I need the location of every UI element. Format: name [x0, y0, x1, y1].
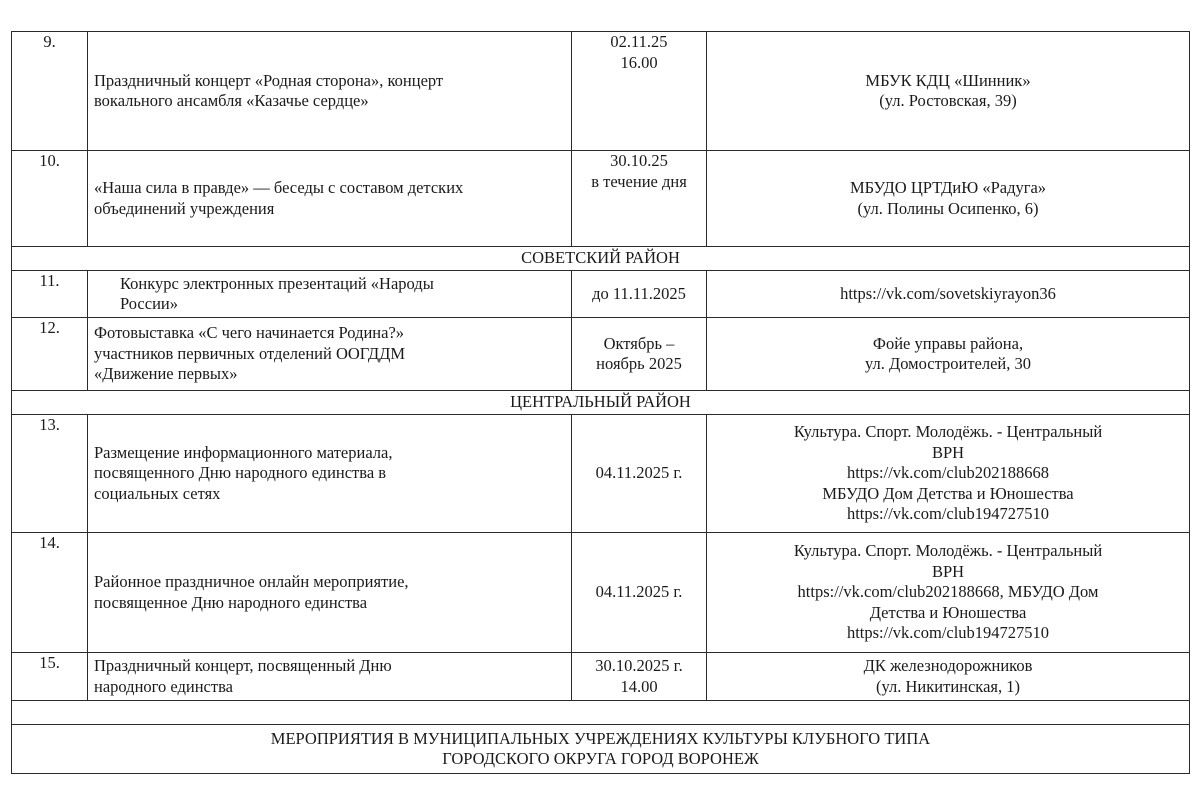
event-title — [88, 533, 572, 653]
event-title-line: Районное праздничное онлайн мероприятие, — [94, 572, 409, 591]
event-title-line: вокального ансамбля «Казачье сердце» — [94, 91, 369, 110]
row-number: 12. — [12, 318, 88, 391]
event-place-link[interactable]: https://vk.com/club194727510 — [846, 623, 1050, 643]
blank-row — [12, 701, 1190, 725]
event-title-line: России» — [120, 294, 178, 313]
event-place-link[interactable]: https://vk.com/club202188668, МБУДО Дом — [797, 582, 1099, 602]
event-place-line: Культура. Спорт. Молодёжь. - Центральный — [793, 541, 1103, 561]
event-title-line: посвященное Дню народного единства — [94, 592, 368, 612]
event-title-line: «Движение первых» — [94, 364, 238, 384]
row-number: 15. — [12, 653, 88, 701]
table-row — [12, 415, 1190, 533]
section-heading-clubs — [12, 725, 1190, 774]
event-date-line: 30.10.2025 г. — [595, 656, 683, 675]
event-place-link[interactable]: https://vk.com/club194727510 — [846, 504, 1050, 524]
event-place-line: (ул. Никитинская, 1) — [876, 676, 1020, 696]
event-date-line: 04.11.2025 г. — [595, 463, 683, 483]
section-heading-sovetsky: СОВЕТСКИЙ РАЙОН — [12, 247, 1190, 271]
blank-cell — [12, 701, 1190, 725]
table-row — [12, 151, 1190, 247]
event-date-line: 02.11.25 — [610, 32, 668, 51]
event-place-line: Культура. Спорт. Молодёжь. - Центральный — [793, 422, 1103, 442]
row-number: 13. — [12, 415, 88, 533]
event-date-line: до 11.11.2025 — [592, 283, 686, 303]
event-place — [707, 653, 1190, 701]
event-title-line: Фотовыставка «С чего начинается Родина?» — [94, 323, 405, 343]
event-place-line: (ул. Полины Осипенко, 6) — [857, 198, 1039, 218]
event-date-line: Октябрь – — [603, 333, 675, 353]
table-row — [12, 271, 1190, 318]
events-table — [11, 31, 1190, 774]
event-place-line: Детства и Юношества — [869, 602, 1027, 622]
event-place-line: ВРН — [931, 561, 965, 581]
section-row — [12, 391, 1190, 415]
event-place-line: МБУДО Дом Детства и Юношества — [822, 483, 1074, 503]
section-heading-central: ЦЕНТРАЛЬНЫЙ РАЙОН — [12, 391, 1190, 415]
event-date — [572, 415, 707, 533]
table-row — [12, 533, 1190, 653]
event-title-line: социальных сетях — [94, 483, 221, 503]
event-date-line: 04.11.2025 г. — [595, 582, 683, 602]
event-place — [707, 318, 1190, 391]
event-title — [88, 318, 572, 391]
event-place — [707, 32, 1190, 151]
event-place-line: ул. Домостроителей, 30 — [864, 354, 1032, 373]
event-title — [88, 32, 572, 151]
event-place-link[interactable]: https://vk.com/sovetskiyrayon36 — [840, 283, 1056, 303]
event-place-line: МБУДО ЦРТДиЮ «Радуга» — [849, 178, 1047, 197]
event-place — [707, 151, 1190, 247]
event-date — [572, 653, 707, 701]
row-number: 11. — [12, 271, 88, 318]
event-date-line: 16.00 — [620, 52, 658, 72]
event-place-line: (ул. Ростовская, 39) — [879, 91, 1017, 110]
event-place — [707, 533, 1190, 653]
section-row — [12, 725, 1190, 774]
row-number: 10. — [12, 151, 88, 247]
event-title — [88, 653, 572, 701]
event-date-line: в течение дня — [591, 171, 687, 191]
event-title — [88, 271, 572, 318]
event-date — [572, 271, 707, 318]
event-title-line: Размещение информационного материала, — [94, 442, 393, 462]
event-place-line: ДК железнодорожников — [863, 656, 1033, 675]
event-title-line: «Наша сила в правде» — беседы с составом детских — [94, 178, 464, 197]
event-date — [572, 533, 707, 653]
table-row — [12, 32, 1190, 151]
event-title-line: участников первичных отделений ООГДДМ — [94, 343, 406, 363]
event-title-line: Конкурс электронных презентаций «Народы — [120, 273, 434, 293]
event-date — [572, 32, 707, 151]
event-title-line: народного единства — [94, 676, 233, 696]
event-title-line: Праздничный концерт «Родная сторона», концерт — [94, 70, 444, 90]
section-row — [12, 247, 1190, 271]
table-row — [12, 653, 1190, 701]
event-place-line: МБУК КДЦ «Шинник» — [865, 70, 1031, 90]
event-place — [707, 415, 1190, 533]
event-place-line: Фойе управы района, — [872, 333, 1024, 353]
table-row — [12, 318, 1190, 391]
event-date — [572, 318, 707, 391]
event-title-line: объединений учреждения — [94, 198, 275, 218]
section-heading-line: ГОРОДСКОГО ОКРУГА ГОРОД ВОРОНЕЖ — [442, 749, 759, 768]
event-date — [572, 151, 707, 247]
event-title-line: Праздничный концерт, посвященный Дню — [94, 656, 392, 675]
event-date-line: 14.00 — [620, 676, 658, 696]
event-place — [707, 271, 1190, 318]
event-date-line: 30.10.25 — [610, 151, 668, 170]
event-date-line: ноябрь 2025 — [596, 354, 682, 373]
event-title — [88, 151, 572, 247]
event-title — [88, 415, 572, 533]
event-title-line: посвященного Дню народного единства в — [94, 463, 387, 483]
event-place-link[interactable]: https://vk.com/club202188668 — [846, 463, 1050, 483]
event-place-line: ВРН — [931, 442, 965, 462]
row-number: 14. — [12, 533, 88, 653]
section-heading-line: МЕРОПРИЯТИЯ В МУНИЦИПАЛЬНЫХ УЧРЕЖДЕНИЯХ КУЛЬТУРЫ КЛУБНОГО ТИПА — [270, 728, 931, 748]
row-number: 9. — [12, 32, 88, 151]
